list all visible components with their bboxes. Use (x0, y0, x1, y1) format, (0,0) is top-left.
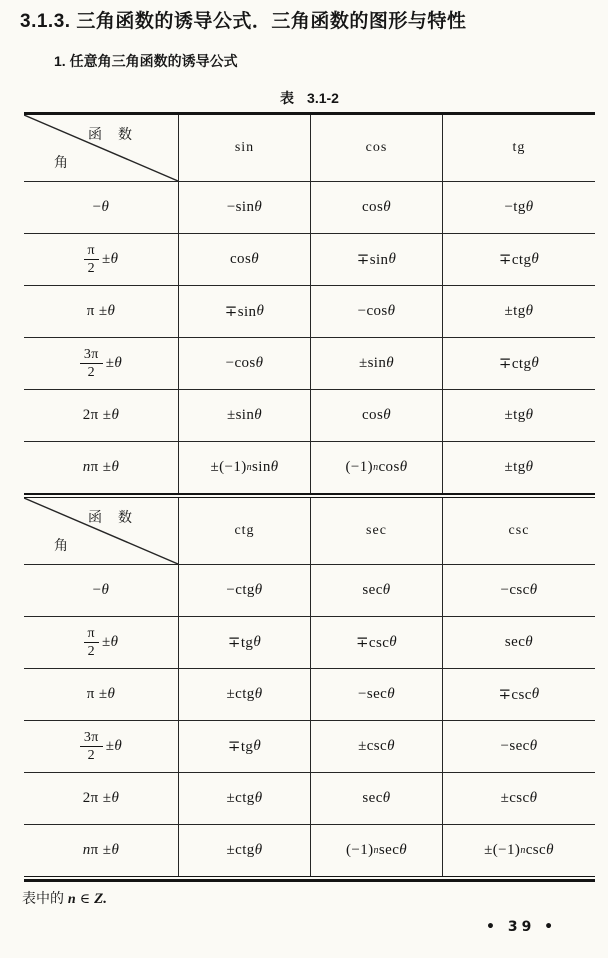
formula-cell: ±tg θ (442, 441, 595, 493)
footnote-variable: n (67, 892, 76, 907)
angle-cell: − θ (24, 564, 178, 616)
formula-cell: ∓tg θ (178, 720, 310, 772)
column-header-tg: tg (442, 115, 595, 181)
corner-label-function: 函数 (88, 509, 148, 525)
formula-cell: −sin θ (178, 181, 310, 233)
formula-cell: cos θ (178, 233, 310, 285)
formula-cell: ∓sin θ (310, 233, 442, 285)
angle-cell: π ± θ (24, 668, 178, 720)
formula-cell: sec θ (310, 564, 442, 616)
column-header-csc: csc (442, 498, 595, 564)
formula-cell: ∓csc θ (442, 668, 595, 720)
angle-cell: 2π ± θ (24, 772, 178, 824)
angle-cell: n π ± θ (24, 824, 178, 876)
formula-cell: ∓sin θ (178, 285, 310, 337)
table-caption-number: 3.1-2 (307, 90, 339, 106)
corner-label-function: 函数 (88, 126, 148, 142)
angle-cell: 2π ± θ (24, 389, 178, 441)
formula-cell: ∓csc θ (310, 616, 442, 668)
formula-cell: cos θ (310, 181, 442, 233)
footnote-prefix: 表中的 (22, 890, 64, 906)
formula-cell: ±ctg θ (178, 772, 310, 824)
formula-cell: −tg θ (442, 181, 595, 233)
table-sin-cos-tg (24, 115, 595, 493)
formula-cell: ∓ctg θ (442, 337, 595, 389)
table-caption-label: 表 (280, 90, 295, 106)
formula-cell: ∓tg θ (178, 616, 310, 668)
formula-cell: (−1) n cos θ (310, 441, 442, 493)
formula-cell: ±ctg θ (178, 824, 310, 876)
column-header-sec: sec (310, 498, 442, 564)
angle-cell: n π ± θ (24, 441, 178, 493)
formula-cell: ∓ctg θ (442, 233, 595, 285)
formula-cell: −ctg θ (178, 564, 310, 616)
corner-label-angle: 角 (54, 537, 69, 553)
corner-label-angle: 角 (54, 154, 69, 170)
angle-cell (24, 233, 178, 285)
formula-cell: −cos θ (310, 285, 442, 337)
fraction: $\frac{3\pi}{2}$ (80, 730, 103, 764)
table-ctg-sec-csc (24, 498, 595, 876)
corner-header-cell (24, 498, 178, 564)
page-title: 3.1.3. 三角函数的诱导公式．三角函数的图形与特性 (20, 11, 467, 32)
footnote-set: Z. (94, 891, 107, 907)
angle-cell: π ± θ (24, 285, 178, 337)
table-caption (24, 88, 595, 108)
formula-cell: ±(−1) n sin θ (178, 441, 310, 493)
formula-cell: −sec θ (310, 668, 442, 720)
formula-cell: cos θ (310, 389, 442, 441)
formula-cell: sec θ (442, 616, 595, 668)
induction-formula-table (24, 112, 595, 882)
formula-cell: −cos θ (178, 337, 310, 389)
formula-cell: sec θ (310, 772, 442, 824)
formula-cell: ±tg θ (442, 389, 595, 441)
column-header-cos: cos (310, 115, 442, 181)
angle-cell (24, 616, 178, 668)
formula-cell: ±(−1) n csc θ (442, 824, 595, 876)
table-bottom-border (24, 876, 595, 882)
formula-cell: −sec θ (442, 720, 595, 772)
footnote (22, 888, 107, 908)
column-header-ctg: ctg (178, 498, 310, 564)
formula-cell: ±tg θ (442, 285, 595, 337)
corner-header-cell (24, 115, 178, 181)
column-header-sin: sin (178, 115, 310, 181)
formula-cell: (−1) n sec θ (310, 824, 442, 876)
page-number: • 39 • (486, 919, 558, 935)
formula-cell: −csc θ (442, 564, 595, 616)
angle-suffix: ±θ (102, 634, 119, 650)
angle-cell (24, 720, 178, 772)
formula-cell: ±ctg θ (178, 668, 310, 720)
fraction: $\frac{\pi}{2}$ (84, 243, 99, 277)
formula-cell: ±sin θ (178, 389, 310, 441)
fraction: $\frac{3\pi}{2}$ (80, 347, 103, 381)
angle-cell: − θ (24, 181, 178, 233)
angle-cell (24, 337, 178, 389)
section-heading: 1. 任意角三角函数的诱导公式 (54, 53, 238, 69)
formula-cell: ±sin θ (310, 337, 442, 389)
formula-cell: ±csc θ (310, 720, 442, 772)
element-of-symbol: ∈ (79, 891, 91, 907)
fraction: $\frac{\pi}{2}$ (84, 626, 99, 660)
formula-cell: ±csc θ (442, 772, 595, 824)
angle-suffix: ±θ (105, 738, 123, 754)
angle-suffix: ±θ (102, 251, 119, 267)
angle-suffix: ±θ (105, 355, 123, 371)
